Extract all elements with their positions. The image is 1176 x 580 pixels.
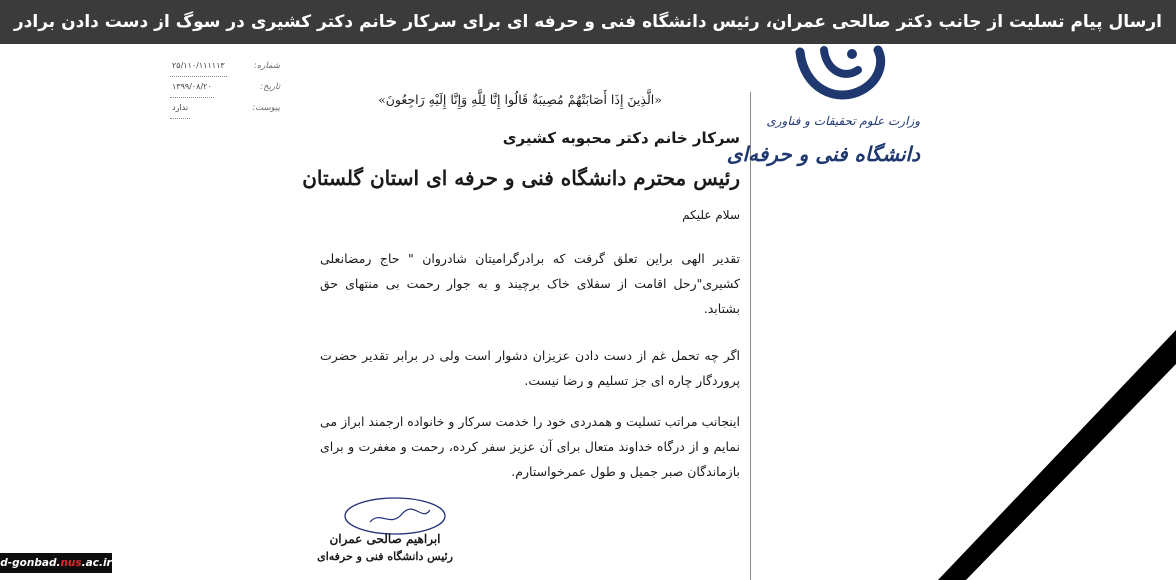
reference-date-row	[170, 77, 280, 98]
signer-name: ابراهیم صالحی عمران	[329, 532, 441, 546]
quran-verse: «الَّذِينَ إِذَا أَصَابَتْهُمْ مُصِيبَةٌ قَالُوا إِنَّا لِلَّهِ وَإِنَّا إِلَيْهِ رَاجِعُونَ»	[378, 92, 662, 107]
site-badge	[0, 553, 112, 573]
reference-number-label: شماره:	[253, 61, 280, 71]
university-logo-icon	[790, 44, 890, 106]
site-badge-suffix: .ac.ir	[81, 557, 112, 569]
reference-attachment-value: ندارد	[170, 98, 190, 119]
signer-title: رئیس دانشگاه فنی و حرفه‌ای	[317, 550, 453, 563]
condolence-letter	[0, 44, 1176, 580]
reference-block	[170, 56, 280, 119]
addressee-title: رئیس محترم دانشگاه فنی و حرفه ای استان گلستان	[302, 166, 740, 190]
site-badge-prefix: d-gonbad.	[0, 557, 61, 569]
letter-paragraph-1: تقدیر الهی براین تعلق گرفت که برادرگرامیتان شادروان " حاج رمضانعلی کشیری"رحل اقامت از سفلای خاک برچیند و به جوار رحمت بی منتهای حق بشتابد.	[320, 251, 740, 316]
addressee-name: سرکار خانم دکتر محبوبه کشیری	[502, 129, 740, 147]
greeting: سلام علیکم	[682, 208, 740, 222]
banner-title: ارسال پیام تسلیت از جانب دکتر صالحی عمران، رئیس دانشگاه فنی و حرفه ای برای سرکار خانم دکتر کشیری در سوگ از دست دادن برادر	[13, 12, 1162, 32]
ministry-name: وزارت علوم تحقیقات و فناوری	[766, 114, 920, 128]
reference-date-label: تاریخ:	[260, 82, 280, 92]
reference-date-value: ۱۳۹۹/۰۸/۲۰	[170, 77, 214, 98]
university-name: دانشگاه فنی و حرفه‌ای	[726, 142, 920, 166]
letter-paragraph-3: اینجانب مراتب تسلیت و همدردی خود را خدمت سرکار و خانواده ارجمند ابراز می نمایم و از درگاه خداوند متعال برای آن عزیز سفر کرده، رحمت و مغفرت و برای بازماندگان صبر جمیل و طول عمرخواستارم.	[320, 414, 740, 479]
site-badge-accent: nus	[60, 557, 82, 569]
reference-number-value: ۲۵/۱۱۰/۱۱۱۱۱۳	[170, 56, 227, 77]
reference-attachment-row	[170, 98, 280, 119]
reference-attachment-label: پیوست:	[252, 103, 280, 113]
title-banner	[0, 0, 1176, 44]
letter-paragraph-2: اگر چه تحمل غم از دست دادن عزیزان دشوار است ولی در برابر تقدیر حضرت پروردگار چاره ای جز تسلیم و رضا نیست.	[320, 348, 740, 388]
reference-number-row	[170, 56, 280, 77]
